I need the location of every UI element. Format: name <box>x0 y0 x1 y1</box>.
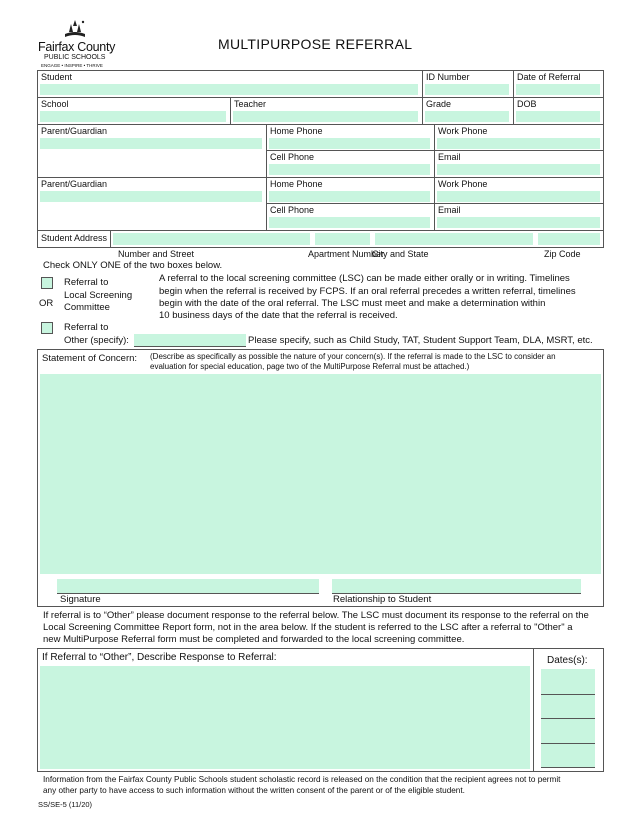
id-number-field[interactable] <box>425 84 509 95</box>
email2-label: Email <box>438 205 461 215</box>
response-field[interactable] <box>40 666 530 769</box>
dob-label: DOB <box>517 99 537 109</box>
signature-field[interactable] <box>57 579 319 593</box>
work-phone1-field[interactable] <box>437 138 600 149</box>
work-phone2-label: Work Phone <box>438 179 488 189</box>
home-phone1-label: Home Phone <box>270 126 323 136</box>
lsc-desc-1: A referral to the local screening committee (LSC) can be made either orally or in writing. Timelines <box>159 273 570 284</box>
cell-phone1-field[interactable] <box>269 164 430 175</box>
concern-note-1: (Describe as specifically as possible the nature of your concern(s). If the referral is made to the LSC to consider an <box>150 352 556 361</box>
email2-field[interactable] <box>437 217 600 228</box>
email1-label: Email <box>438 152 461 162</box>
home-phone1-field[interactable] <box>269 138 430 149</box>
grade-field[interactable] <box>425 111 509 122</box>
other-label-2: Other (specify): <box>64 335 129 346</box>
dates-label: Dates(s): <box>547 655 588 666</box>
teacher-field[interactable] <box>233 111 418 122</box>
work-phone1-label: Work Phone <box>438 126 488 136</box>
school-label: School <box>41 99 69 109</box>
logo-icon <box>62 18 88 40</box>
form-code: SS/SE-5 (11/20) <box>38 800 93 809</box>
address-city-field[interactable] <box>375 233 533 245</box>
address-zip-field[interactable] <box>538 233 600 245</box>
student-address-label: Student Address <box>41 233 108 243</box>
address-apt-caption: Apartment Number <box>308 249 385 259</box>
school-field[interactable] <box>40 111 226 122</box>
parent1-label: Parent/Guardian <box>41 126 108 136</box>
other-specify-field[interactable] <box>134 334 246 346</box>
or-label: OR <box>39 298 54 309</box>
parent2-field[interactable] <box>40 191 262 202</box>
page-title: MULTIPURPOSE REFERRAL <box>218 36 413 52</box>
concern-field[interactable] <box>40 374 601 574</box>
logo-sub: PUBLIC SCHOOLS <box>44 54 106 61</box>
lsc-checkbox[interactable] <box>41 277 53 289</box>
footer-2: any other party to have access to such information without the written consent of the parent or of the eligible student. <box>43 786 465 795</box>
concern-note-2: evaluation for special education, page two of the MultiPurpose Referral must be attached.) <box>150 362 470 371</box>
home-phone2-label: Home Phone <box>270 179 323 189</box>
date-of-referral-field[interactable] <box>516 84 600 95</box>
check-instruction: Check ONLY ONE of the two boxes below. <box>43 260 223 271</box>
teacher-label: Teacher <box>234 99 267 109</box>
id-number-label: ID Number <box>426 72 470 82</box>
parent2-label: Parent/Guardian <box>41 179 108 189</box>
footer-1: Information from the Fairfax County Public Schools student scholastic record is released on the condition that the recipient agrees not to permit <box>43 775 561 784</box>
lsc-desc-2: begin when the referral is received by FCPS. If an oral referral precedes a written referral, timelines <box>159 286 576 297</box>
relationship-field[interactable] <box>332 579 581 593</box>
other-label-1: Referral to <box>64 322 109 333</box>
home-phone2-field[interactable] <box>269 191 430 202</box>
signature-label: Signature <box>60 594 101 605</box>
logo <box>38 18 118 70</box>
other-desc: Please specify, such as Child Study, TAT, Student Support Team, DLA, MSRT, etc. <box>248 335 593 346</box>
student-label: Student <box>41 72 73 82</box>
relationship-label: Relationship to Student <box>333 594 432 605</box>
grade-label: Grade <box>426 99 452 109</box>
parent1-field[interactable] <box>40 138 262 149</box>
cell-phone2-label: Cell Phone <box>270 205 315 215</box>
lsc-desc-4: 10 business days of the date that the referral is received. <box>159 310 398 321</box>
lsc-label-1: Referral to <box>64 277 109 288</box>
email1-field[interactable] <box>437 164 600 175</box>
date-of-referral-label: Date of Referral <box>517 72 581 82</box>
concern-label: Statement of Concern: <box>42 353 138 364</box>
dob-field[interactable] <box>516 111 600 122</box>
work-phone2-field[interactable] <box>437 191 600 202</box>
other-checkbox[interactable] <box>41 322 53 334</box>
address-city-caption: City and State <box>372 249 429 259</box>
address-street-field[interactable] <box>113 233 310 245</box>
logo-name: Fairfax County <box>38 40 116 54</box>
address-apt-field[interactable] <box>315 233 370 245</box>
logo-tagline: ENGAGE • INSPIRE • THRIVE <box>41 63 103 68</box>
address-street-caption: Number and Street <box>118 249 195 259</box>
lsc-label-2: Local Screening <box>64 290 133 301</box>
lsc-label-3: Committee <box>64 302 110 313</box>
lsc-desc-3: begin with the date of the oral referral. The LSC must meet and make a determination within <box>159 298 546 309</box>
cell-phone2-field[interactable] <box>269 217 430 228</box>
address-zip-caption: Zip Code <box>544 249 581 259</box>
other-instructions-2: Local Screening Committee Report form, not in the area below. If the student is referred to the LSC after a referral to "Other" a <box>43 622 573 633</box>
student-field[interactable] <box>40 84 418 95</box>
response-label: If Referral to “Other”, Describe Response to Referral: <box>42 652 277 663</box>
other-instructions-1: If referral is to “Other” please document response to the referral below. The LSC must document its response to the referral on the <box>43 610 589 621</box>
cell-phone1-label: Cell Phone <box>270 152 315 162</box>
other-instructions-3: new MultiPurpose Referral form must be completed and forwarded to the local screening committee. <box>43 634 465 645</box>
